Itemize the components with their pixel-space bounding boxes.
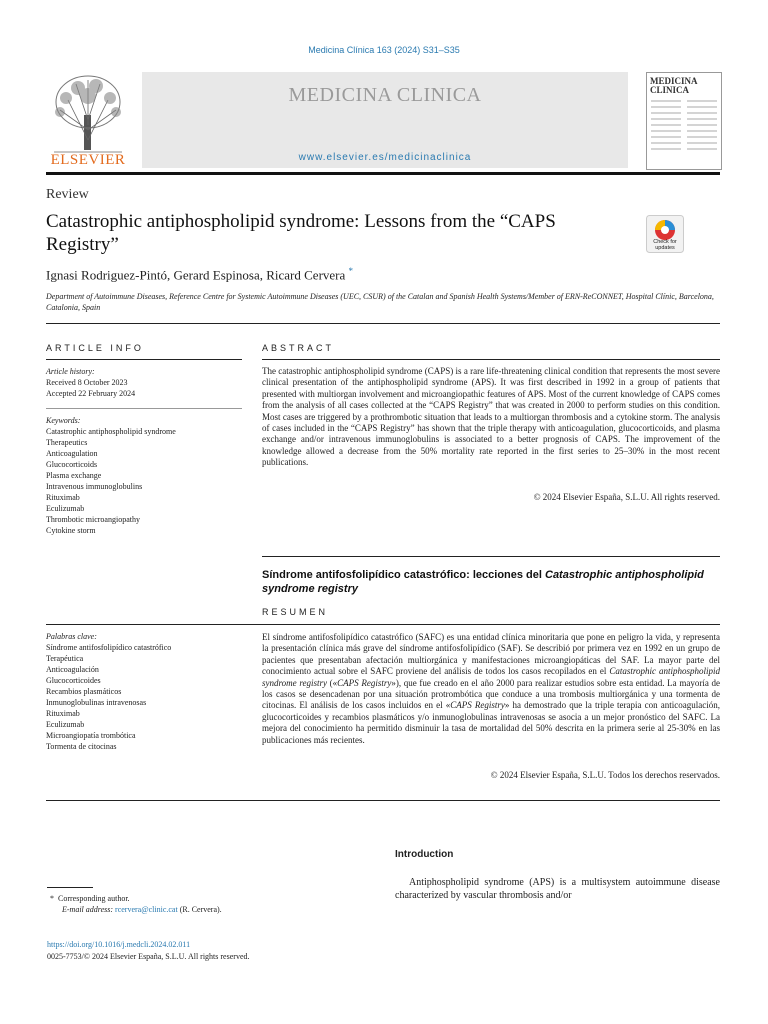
palabras-clave-label: Palabras clave:: [46, 632, 97, 641]
received-date: Received 8 October 2023: [46, 378, 128, 387]
article-title: Catastrophic antiphospholipid syndrome: Lessons from the “CAPS Registry”: [46, 211, 556, 255]
resumen-text: [262, 632, 720, 746]
article-history: [46, 366, 242, 399]
resumen-text-italic: Catastrophic antiphospholipid syndrome registry: [262, 666, 720, 688]
keywords-label: Keywords:: [46, 416, 81, 425]
cover-title: MEDICINA CLINICA: [650, 76, 698, 95]
resumen-text-part: » ha demostrado que la triple terapia con anticoagulación, glucocorticoides y recambios plasmáticos y/o inmunoglobulinas intravenosas se asocia a un mejor pronóstico del SAFC. La mejora del conocimiento ha permitido disminuir la tasa de mortalidad del 50% descrita en la primera serie al 25-30% en las publicaciones más recientes.: [262, 700, 720, 745]
journal-name: MEDICINA CLINICA: [288, 84, 482, 106]
email-name: (R. Cervera).: [179, 905, 222, 914]
history-label: Article history:: [46, 367, 95, 376]
palabra-clave: Glucocorticoides: [46, 676, 101, 685]
article-info-heading: ARTICLE INFO: [46, 343, 144, 353]
resumen-text-part: («: [327, 677, 338, 688]
email-label: E-mail address:: [62, 905, 114, 914]
palabra-clave: Anticoagulación: [46, 665, 99, 674]
keyword: Eculizumab: [46, 504, 85, 513]
introduction-heading: Introduction: [395, 849, 454, 860]
resumen-text-part: El síndrome antifosfolipídico catastrófico (SAFC) es una entidad clínica minoritaria que pone en peligro la vida, y representa la presentación clínica más grave del síndrome antifosfolipídico (SAF). Se describió por primera vez en 1992 en un grupo de pacientes que presentaban afectación multiorgánica y manifestaciones microangiopáticas del SAF. La mayor parte del conocimiento actual sobre el SAFC proviene del análisis de todos los casos recopilados en el: [262, 632, 720, 677]
palabra-clave: Recambios plasmáticos: [46, 687, 122, 696]
corresponding-author-mark[interactable]: *: [348, 266, 354, 276]
affiliation: Department of Autoimmune Diseases, Reference Centre for Systemic Autoimmune Diseases (UEC, CSUR) of the Catalan and Spanish Health Systems/Member of ERN-ReCONNET, Hospital Clínic, Barcelona, Catalonia, Spain: [46, 292, 714, 312]
spanish-title-plain: Síndrome antifosfolipídico catastrófico: lecciones del: [262, 569, 545, 581]
resumen-text-italic: CAPS Registry: [337, 677, 392, 688]
spanish-title: [262, 568, 720, 596]
footnote-mark: *: [50, 894, 54, 903]
resumen-copyright: © 2024 Elsevier España, S.L.U. Todos los derechos reservados.: [490, 770, 720, 780]
palabra-clave: Tormenta de citocinas: [46, 742, 117, 751]
resumen-rule: [46, 624, 720, 625]
cover-text-lines-icon: [647, 95, 721, 165]
crossmark-badge[interactable]: [646, 215, 684, 253]
doi-link[interactable]: https://doi.org/10.1016/j.medcli.2024.02.011: [47, 940, 191, 949]
resumen-text-italic: CAPS Registry: [450, 700, 505, 711]
palabra-clave: Eculizumab: [46, 720, 85, 729]
keyword: Plasma exchange: [46, 471, 102, 480]
author-list: [46, 266, 353, 283]
abstract-rule: [262, 359, 720, 360]
accepted-date: Accepted 22 February 2024: [46, 389, 136, 398]
palabra-clave: Inmunoglobulinas intravenosas: [46, 698, 147, 707]
journal-banner: [142, 72, 628, 168]
keyword: Glucocorticoids: [46, 460, 98, 469]
email-link[interactable]: rcervera@clinic.cat: [115, 905, 178, 914]
abstract-copyright: © 2024 Elsevier España, S.L.U. All rights reserved.: [533, 492, 720, 502]
header-rule: [46, 172, 720, 175]
journal-url[interactable]: www.elsevier.es/medicinaclinica: [298, 152, 472, 163]
journal-reference[interactable]: Medicina Clínica 163 (2024) S31–S35: [308, 45, 460, 55]
journal-header: [46, 70, 722, 172]
palabra-clave: Terapéutica: [46, 654, 84, 663]
publisher-name: ELSEVIER: [50, 152, 126, 168]
article-type: Review: [46, 187, 89, 202]
authors-text: Ignasi Rodriguez-Pintó, Gerard Espinosa, Ricard Cervera: [46, 267, 346, 283]
footnote-rule: [47, 887, 93, 888]
keyword: Anticoagulation: [46, 449, 98, 458]
keyword: Thrombotic microangiopathy: [46, 515, 140, 524]
palabra-clave: Rituximab: [46, 709, 80, 718]
journal-cover-thumbnail[interactable]: [646, 72, 722, 170]
spanish-title-italic: Catastrophic antiphospholipid syndrome registry: [262, 569, 704, 595]
abstract-text: The catastrophic antiphospholipid syndrome (CAPS) is a rare life-threatening clinical condition that represents the most severe clinical presentation of the antiphospholipid syndrome (APS). It was first described in 1992 in a group of patients that presented with multiorgan involvement and microangiopathic features of APS. Most of the current knowledge of CAPS comes from the analysis of all cases collected at the “CAPS Registry” that was created in 2000 to perform studies on this condition. Most cases are triggered by a prothrombotic situation that leads to a multiorgan thrombosis and a cytokine storm. The analysis of cases included in the “CAPS Registry” has shown that the triple therapy with anticoagulation, glucocorticoids, and plasma exchange and/or intravenous immunoglobulins is associated to a better prognosis of CAPS. The improvement of the knowledge allowed a decrease from the 50% mortality rate reported in the first series to 25–30% in the most recent publications.: [262, 366, 720, 468]
palabra-clave: Microangiopatía trombótica: [46, 731, 136, 740]
affiliation-rule: [46, 323, 720, 324]
resumen-heading: RESUMEN: [262, 607, 329, 617]
corresponding-author-note: Corresponding author.: [58, 894, 130, 903]
keyword: Catastrophic antiphospholipid syndrome: [46, 427, 176, 436]
history-rule: [46, 408, 242, 409]
article-info-rule: [46, 359, 242, 360]
spanish-section-rule: [262, 556, 720, 557]
keyword: Cytokine storm: [46, 526, 96, 535]
resumen-text-part: »), que fue creado en el año 2000 para realizar estudios sobre esta entidad. La mayoría de los casos se desencadenan por una situación protrombótica que conduce a una trombosis multiorgánica y una tormenta de citocinas. El análisis de los casos incluidos en el «: [262, 677, 720, 711]
issn-copyright: 0025-7753/© 2024 Elsevier España, S.L.U. All rights reserved.: [47, 952, 250, 961]
keyword: Rituximab: [46, 493, 80, 502]
introduction-text: Antiphospholipid syndrome (APS) is a multisystem autoimmune disease characterized by vascular thrombosis and/or: [395, 877, 720, 901]
keyword: Intravenous immunoglobulins: [46, 482, 143, 491]
footnote: [50, 893, 222, 915]
keywords-block: [46, 415, 242, 536]
elsevier-logo: [46, 70, 130, 170]
front-matter-rule: [46, 800, 720, 801]
abstract-heading: ABSTRACT: [262, 343, 335, 353]
palabra-clave: Síndrome antifosfolipídico catastrófico: [46, 643, 172, 652]
crossmark-label: Check for updates: [653, 239, 677, 251]
keyword: Therapeutics: [46, 438, 88, 447]
palabras-clave-block: [46, 631, 242, 752]
